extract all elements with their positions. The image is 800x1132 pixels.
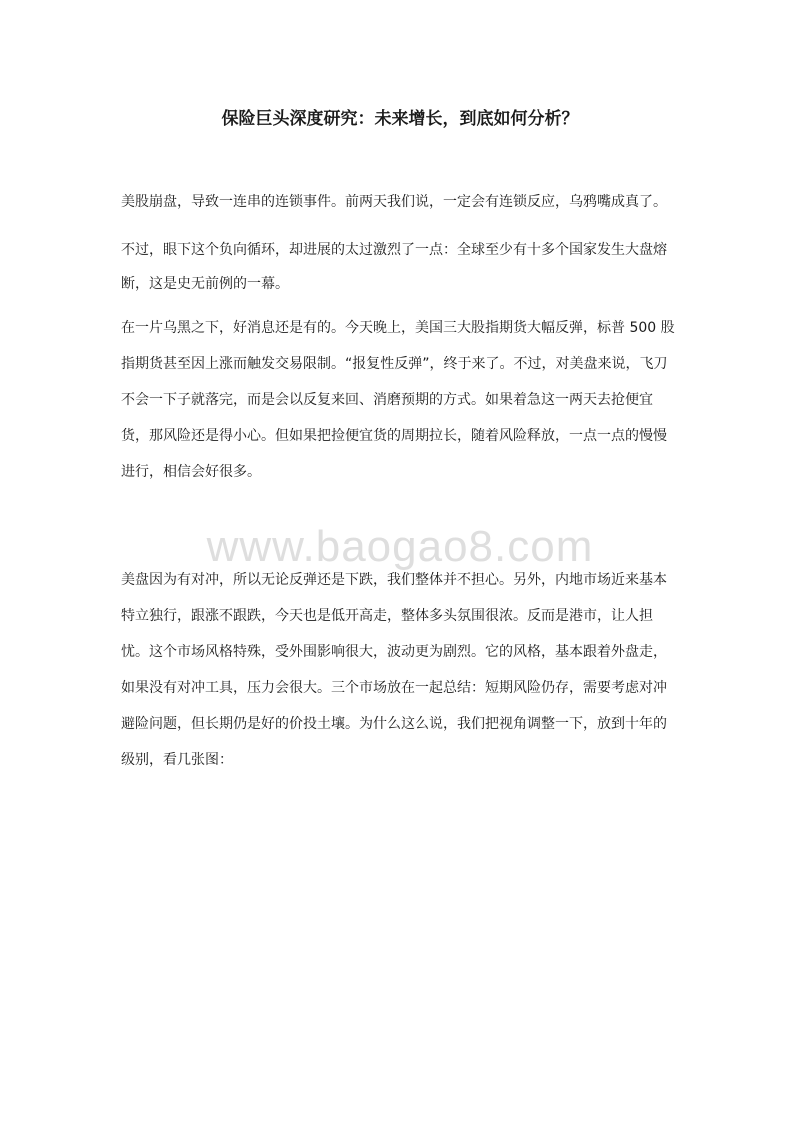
paragraph-2-line-4: 货，那风险还是得小心。但如果把捡便宜货的周期拉长，随着风险释放，一点一点的慢慢 bbox=[121, 428, 667, 444]
paragraph-3-line-3: 忧。这个市场风格特殊，受外围影响很大，波动更为剧烈。它的风格，基本跟着外盘走， bbox=[121, 644, 667, 660]
paragraph-2-line-2: 指期货甚至因上涨而触发交易限制。“报复性反弹”，终于来了。不过，对美盘来说，飞刀 bbox=[121, 356, 668, 372]
paragraph-2-line-5: 进行，相信会好很多。 bbox=[121, 464, 261, 480]
paragraph-2-line-3: 不会一下子就落完，而是会以反复来回、消磨预期的方式。如果着急这一两天去抢便宜 bbox=[121, 392, 653, 408]
page-title: 保险巨头深度研究：未来增长，到底如何分析？ bbox=[221, 109, 579, 129]
paragraph-3-line-5: 避险问题，但长期仍是好的价投土壤。为什么这么说，我们把视角调整一下，放到十年的 bbox=[121, 716, 667, 732]
paragraph-3-line-1: 美盘因为有对冲，所以无论反弹还是下跌，我们整体并不担心。另外，内地市场近来基本 bbox=[121, 572, 667, 588]
paragraph-1-line-2: 不过，眼下这个负向循环，却进展的太过激烈了一点：全球至少有十多个国家发生大盘熔 bbox=[121, 242, 667, 258]
paragraph-3-line-4: 如果没有对冲工具，压力会很大。三个市场放在一起总结：短期风险仍存，需要考虑对冲 bbox=[121, 680, 667, 696]
paragraph-2-line-1: 在一片乌黑之下，好消息还是有的。今天晚上，美国三大股指期货大幅反弹，标普 500 股 bbox=[121, 320, 675, 336]
watermark-text: www.baogao8.com bbox=[206, 522, 594, 571]
paragraph-3-line-2: 特立独行，跟涨不跟跌，今天也是低开高走，整体多头氛围很浓。反而是港市，让人担 bbox=[121, 608, 653, 624]
paragraph-1-line-1: 美股崩盘，导致一连串的连锁事件。前两天我们说，一定会有连锁反应，乌鸦嘴成真了。 bbox=[121, 194, 667, 210]
paragraph-3-line-6: 级别，看几张图： bbox=[121, 752, 233, 768]
paragraph-1-line-3: 断，这是史无前例的一幕。 bbox=[121, 276, 289, 292]
